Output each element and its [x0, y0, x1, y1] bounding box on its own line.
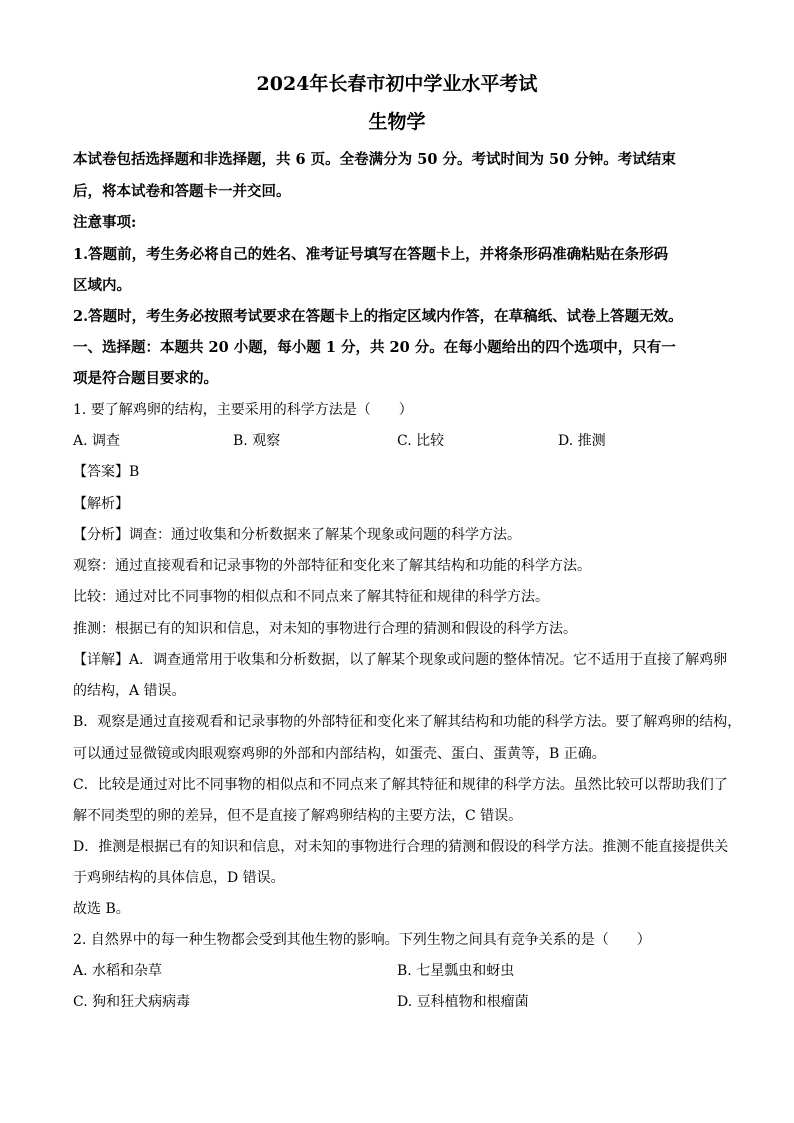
q1-option-b: B. 观察 [233, 433, 281, 449]
q2-option-d: D. 豆科植物和根瘤菌 [397, 994, 529, 1010]
q1-answer-row [73, 463, 139, 481]
detail-line: 于鸡卵结构的具体信息，D 错误。 [73, 870, 285, 886]
analysis-tag: 【解析】 [73, 496, 129, 512]
q2-option-a: A. 水稻和杂草 [73, 963, 163, 979]
q2-stem: 2. 自然界中的每一种生物都会受到其他生物的影响。下列生物之间具有竞争关系的是（ ） [73, 932, 651, 948]
detail-line: C．比较是通过对比不同事物的相似点和不同点来了解其特征和规律的科学方法。虽然比较可以帮助我们了 [73, 777, 728, 793]
subject-title: 生物学 [368, 111, 426, 133]
intro-line-2: 后，将本试卷和答题卡一并交回。 [73, 183, 291, 200]
exam-title: 2024年长春市初中学业水平考试 [256, 73, 538, 95]
detail-line: 解不同类型的卵的差异，但不是直接了解鸡卵结构的主要方法，C 错误。 [73, 808, 523, 824]
fenxi-line: 推测：根据已有的知识和信息，对未知的事物进行合理的猜测和假设的科学方法。 [73, 621, 577, 637]
q1-option-c: C. 比较 [397, 433, 445, 449]
section-heading-line-2: 项是符合题目要求的。 [73, 370, 218, 387]
notes-item-1-line-1: 1.答题前，考生务必将自己的姓名、准考证号填写在答题卡上，并将条形码准确粘贴在条形码 [73, 246, 669, 263]
answer-tag: 【答案】 [73, 464, 129, 480]
q2-option-b: B. 七星瓢虫和蚜虫 [397, 963, 515, 979]
notes-item-2: 2.答题时，考生务必按照考试要求在答题卡上的指定区域内作答，在草稿纸、试卷上答题无效。 [73, 308, 683, 325]
section-heading-line-1: 一、选择题：本题共 20 小题，每小题 1 分，共 20 分。在每小题给出的四个选项中，只有一 [73, 339, 676, 356]
detail-line: 的结构，A 错误。 [73, 683, 186, 699]
conclusion-line: 故选 B。 [73, 901, 130, 917]
detail-line: 可以通过显微镜或肉眼观察鸡卵的外部和内部结构，如蛋壳、蛋白、蛋黄等，B 正确。 [73, 746, 606, 762]
notes-heading: 注意事项: [73, 214, 137, 231]
q1-stem: 1. 要了解鸡卵的结构，主要采用的科学方法是（ ） [73, 402, 413, 418]
fenxi-line: 观察：通过直接观看和记录事物的外部特征和变化来了解其结构和功能的科学方法。 [73, 558, 591, 574]
fenxi-line: 【分析】调查：通过收集和分析数据来了解某个现象或问题的科学方法。 [73, 527, 521, 543]
intro-line-1: 本试卷包括选择题和非选择题，共 6 页。全卷满分为 50 分。考试时间为 50 分钟。考试结束 [73, 151, 676, 168]
detail-line: 【详解】A．调查通常用于收集和分析数据，以了解某个现象或问题的整体情况。它不适用于直接了解鸡卵 [73, 652, 728, 668]
detail-line: D．推测是根据已有的知识和信息，对未知的事物进行合理的猜测和假设的科学方法。推测不能直接提供关 [73, 839, 729, 855]
q2-option-c: C. 狗和狂犬病病毒 [73, 994, 191, 1010]
fenxi-line: 比较：通过对比不同事物的相似点和不同点来了解其特征和规律的科学方法。 [73, 589, 549, 605]
q1-option-a: A. 调查 [73, 433, 121, 449]
notes-item-1-line-2: 区域内。 [73, 277, 131, 294]
answer-value: B [129, 464, 140, 480]
detail-line: B．观察是通过直接观看和记录事物的外部特征和变化来了解其结构和功能的科学方法。要了解鸡卵的结构， [73, 714, 742, 730]
q1-option-d: D. 推测 [558, 433, 606, 449]
